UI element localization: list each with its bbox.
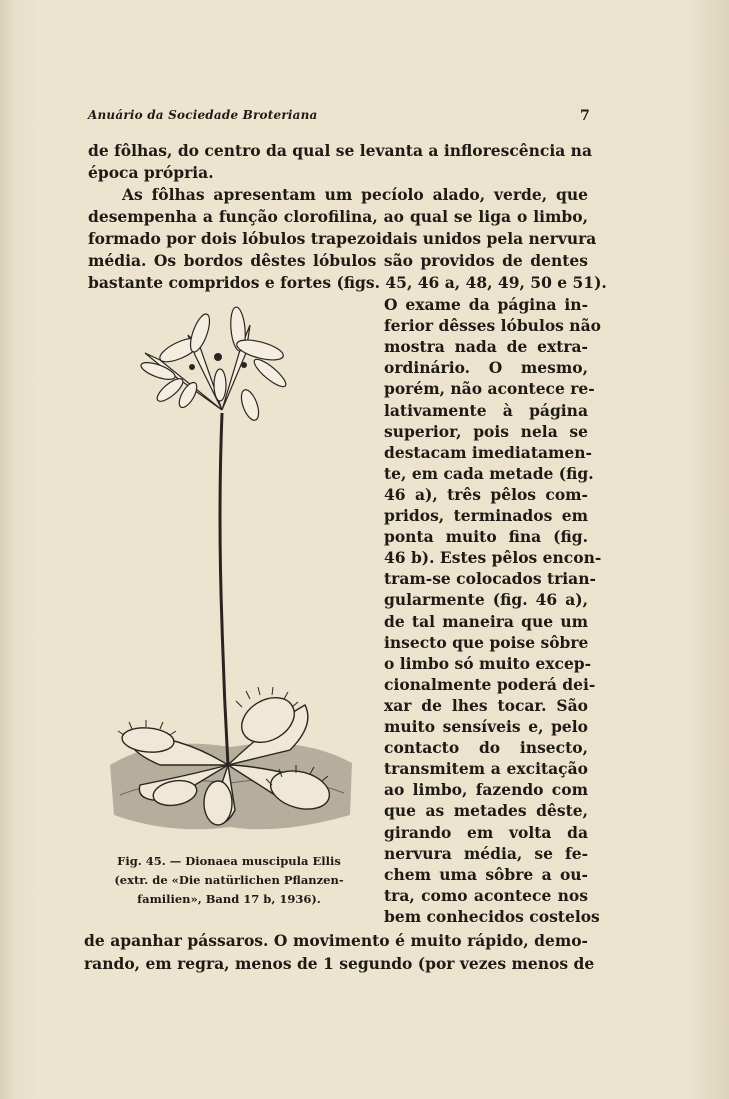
column-line: contacto do insecto, [384,738,588,758]
column-line: porém, não acontece re- [384,379,595,399]
column-line: transmitem a excitação [384,759,588,779]
column-line: 46 b). Estes pêlos encon- [384,548,602,568]
body-line: de apanhar pássaros. O movimento é muito rápido, demo- [84,931,588,950]
column-line: lativamente à página [384,400,588,420]
body-line: bastante compridos e fortes (figs. 45, 46 a, 48, 49, 50 e 51). [88,273,607,292]
column-line: o limbo só muito excep- [384,653,592,673]
column-line: ao limbo, fazendo com [384,780,588,800]
column-line: O exame da página in- [384,295,588,314]
page-number: 7 [580,108,590,124]
column-line: bem conhecidos costelos [384,906,600,926]
column-line: xar de lhes tocar. São [384,695,588,715]
column-line: tra, como acontece nos [384,885,588,905]
column-line: superior, pois nela se [384,421,588,441]
column-line: ferior dêsses lóbulos não [384,316,601,336]
body-line: formado por dois lóbulos trapezoidais unidos pela nervura [88,229,597,248]
column-line: te, em cada metade (fig. [384,463,594,483]
column-line: chem uma sôbre a ou- [384,864,588,884]
body-line: época própria. [88,163,214,182]
column-line: ordinário. O mesmo, [384,358,588,378]
column-line: mostra nada de extra- [384,337,588,357]
column-line: pridos, terminados em [384,506,588,525]
body-line: As fôlhas apresentam um pecíolo alado, verde, que [122,185,588,204]
figure-caption [104,852,354,909]
column-line: cionalmente poderá dei- [384,674,596,694]
column-line: tram-se colocados trian- [384,569,596,589]
column-line: destacam imediatamen- [384,442,592,462]
column-line: 46 a), três pêlos com- [384,484,588,504]
column-line: insecto que poise sôbre [384,632,589,652]
caption-line: Fig. 45. — Dionaea muscipula Ellis [117,854,341,868]
body-line: desempenha a função clorofilina, ao qual se liga o limbo, [88,207,588,226]
column-line: muito sensíveis e, pelo [384,717,588,736]
column-line: ponta muito fina (fig. [384,527,588,547]
body-line: de fôlhas, do centro da qual se levanta a inflorescência na [88,141,592,160]
caption-line: (extr. de «Die natürlichen Pflanzen- [114,873,344,887]
plant-drawing [110,306,352,829]
body-line: média. Os bordos dêstes lóbulos são providos de dentes [88,251,588,270]
column-line: gularmente (fig. 46 a), [384,590,588,610]
column-line: que as metades dêste, [384,801,588,821]
column-line: girando em volta da [384,822,588,842]
column-line: de tal maneira que um [384,611,588,631]
body-line: rando, em regra, menos de 1 segundo (por vezes menos de [84,954,595,973]
column-line: nervura média, se fe- [384,843,588,863]
running-head: Anuário da Sociedade Broteriana [88,108,318,122]
figure-illustration [100,295,362,840]
caption-line: familien», Band 17 b, 1936). [137,892,321,906]
